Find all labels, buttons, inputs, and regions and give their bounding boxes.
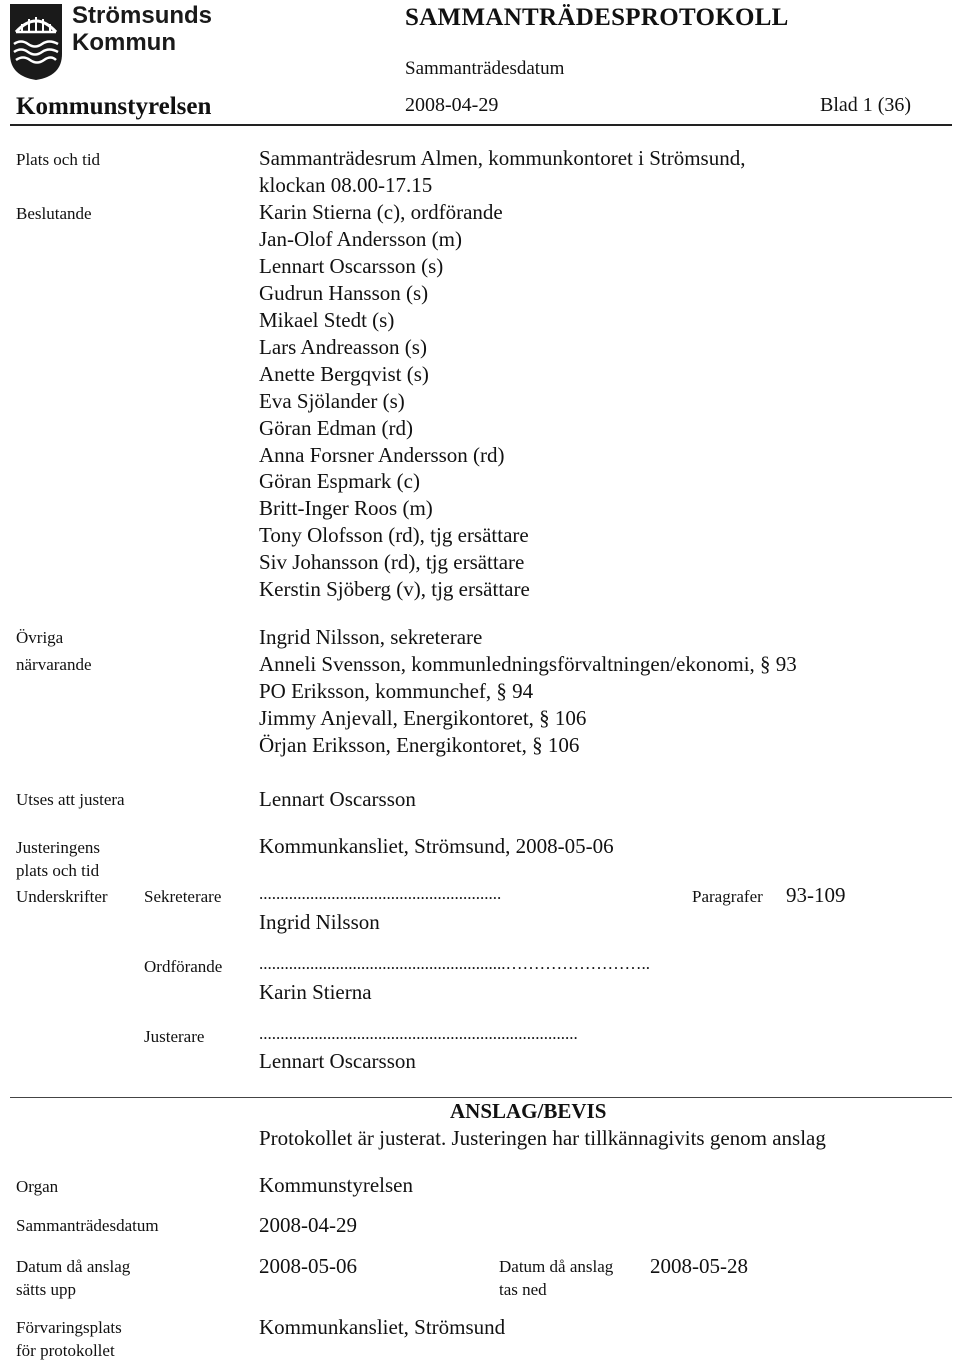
list-item: Anette Bergqvist (s) bbox=[259, 362, 429, 386]
underskrifter-label: Underskrifter bbox=[16, 887, 108, 906]
page-number: Blad 1 (36) bbox=[820, 94, 912, 116]
anslag-ned-label-2: tas ned bbox=[499, 1280, 547, 1299]
list-item: Lennart Oscarsson (s) bbox=[259, 254, 444, 278]
list-item: Gudrun Hansson (s) bbox=[259, 281, 429, 305]
list-item: Anna Forsner Andersson (rd) bbox=[259, 443, 505, 467]
list-item: Göran Espmark (c) bbox=[259, 469, 420, 493]
list-item: Kerstin Sjöberg (v), tjg ersättare bbox=[259, 577, 530, 601]
organ-heading: Kommunstyrelsen bbox=[16, 93, 212, 120]
plats-line-1: Sammanträdesrum Almen, kommunkontoret i Strömsund, bbox=[259, 146, 746, 170]
list-item: PO Eriksson, kommunchef, § 94 bbox=[259, 679, 534, 703]
plats-label: Plats och tid bbox=[16, 150, 101, 169]
municipality-logo bbox=[8, 2, 64, 82]
list-item: Mikael Stedt (s) bbox=[259, 308, 395, 332]
list-item: Lars Andreasson (s) bbox=[259, 335, 427, 359]
ordforande-label: Ordförande bbox=[144, 957, 223, 976]
list-item: Karin Stierna (c), ordförande bbox=[259, 200, 503, 224]
list-item: Tony Olofsson (rd), tjg ersättare bbox=[259, 523, 529, 547]
list-item: Anneli Svensson, kommunledningsförvaltningen/ekonomi, § 93 bbox=[259, 652, 797, 676]
anslag-datum-value: 2008-04-29 bbox=[259, 1213, 357, 1237]
anslag-organ-value: Kommunstyrelsen bbox=[259, 1173, 413, 1197]
justerare-signature-line: ........................................................................... bbox=[259, 1024, 578, 1043]
anslag-title: ANSLAG/BEVIS bbox=[450, 1099, 607, 1123]
logo-text-line1: Strömsunds bbox=[72, 2, 213, 29]
logo-text-line2: Kommun bbox=[72, 29, 176, 56]
list-item: Jan-Olof Andersson (m) bbox=[259, 227, 462, 251]
list-item: Göran Edman (rd) bbox=[259, 416, 413, 440]
anslag-text: Protokollet är justerat. Justeringen har tillkännagivits genom anslag bbox=[259, 1126, 826, 1150]
sekreterare-label: Sekreterare bbox=[144, 887, 222, 906]
anslag-upp-label-2: sätts upp bbox=[16, 1280, 76, 1299]
justera-label: Utses att justera bbox=[16, 790, 125, 809]
anslag-ned-label-1: Datum då anslag bbox=[499, 1257, 614, 1276]
plats-line-2: klockan 08.00-17.15 bbox=[259, 173, 433, 197]
list-item: Eva Sjölander (s) bbox=[259, 389, 405, 413]
meeting-date: 2008-04-29 bbox=[405, 94, 499, 116]
list-item: Britt-Inger Roos (m) bbox=[259, 496, 433, 520]
justerare-label: Justerare bbox=[144, 1027, 205, 1046]
ovriga-label-2: närvarande bbox=[16, 655, 92, 674]
paragrafer-value: 93-109 bbox=[786, 883, 846, 907]
anslag-ned-value: 2008-05-28 bbox=[650, 1254, 748, 1278]
justera-value: Lennart Oscarsson bbox=[259, 787, 416, 811]
paragrafer-label: Paragrafer bbox=[692, 887, 763, 906]
coat-of-arms-icon bbox=[8, 2, 64, 82]
justerare-name: Lennart Oscarsson bbox=[259, 1049, 416, 1073]
sekreterare-name: Ingrid Nilsson bbox=[259, 910, 380, 934]
justeringens-value: Kommunkansliet, Strömsund, 2008-05-06 bbox=[259, 834, 614, 858]
anslag-datum-label: Sammanträdesdatum bbox=[16, 1216, 159, 1235]
forvaring-label-1: Förvaringsplats bbox=[16, 1318, 122, 1337]
document-title: SAMMANTRÄDESPROTOKOLL bbox=[405, 4, 789, 31]
beslutande-label: Beslutande bbox=[16, 204, 92, 223]
sekreterare-signature-line: ......................................................... bbox=[259, 884, 502, 903]
forvaring-value: Kommunkansliet, Strömsund bbox=[259, 1315, 506, 1339]
date-caption: Sammanträdesdatum bbox=[405, 58, 565, 79]
ordforande-name: Karin Stierna bbox=[259, 980, 372, 1004]
anslag-organ-label: Organ bbox=[16, 1177, 59, 1196]
header-rule bbox=[10, 124, 952, 126]
list-item: Siv Johansson (rd), tjg ersättare bbox=[259, 550, 525, 574]
list-item: Örjan Eriksson, Energikontoret, § 106 bbox=[259, 733, 580, 757]
anslag-rule bbox=[10, 1097, 952, 1098]
ovriga-label-1: Övriga bbox=[16, 628, 64, 647]
anslag-upp-label-1: Datum då anslag bbox=[16, 1257, 131, 1276]
justeringens-label-1: Justeringens bbox=[16, 838, 101, 857]
anslag-upp-value: 2008-05-06 bbox=[259, 1254, 357, 1278]
list-item: Jimmy Anjevall, Energikontoret, § 106 bbox=[259, 706, 587, 730]
list-item: Ingrid Nilsson, sekreterare bbox=[259, 625, 483, 649]
ordforande-signature-line: ..........................................................…………………….. bbox=[259, 954, 650, 973]
justeringens-label-2: plats och tid bbox=[16, 861, 100, 880]
forvaring-label-2: för protokollet bbox=[16, 1341, 115, 1360]
